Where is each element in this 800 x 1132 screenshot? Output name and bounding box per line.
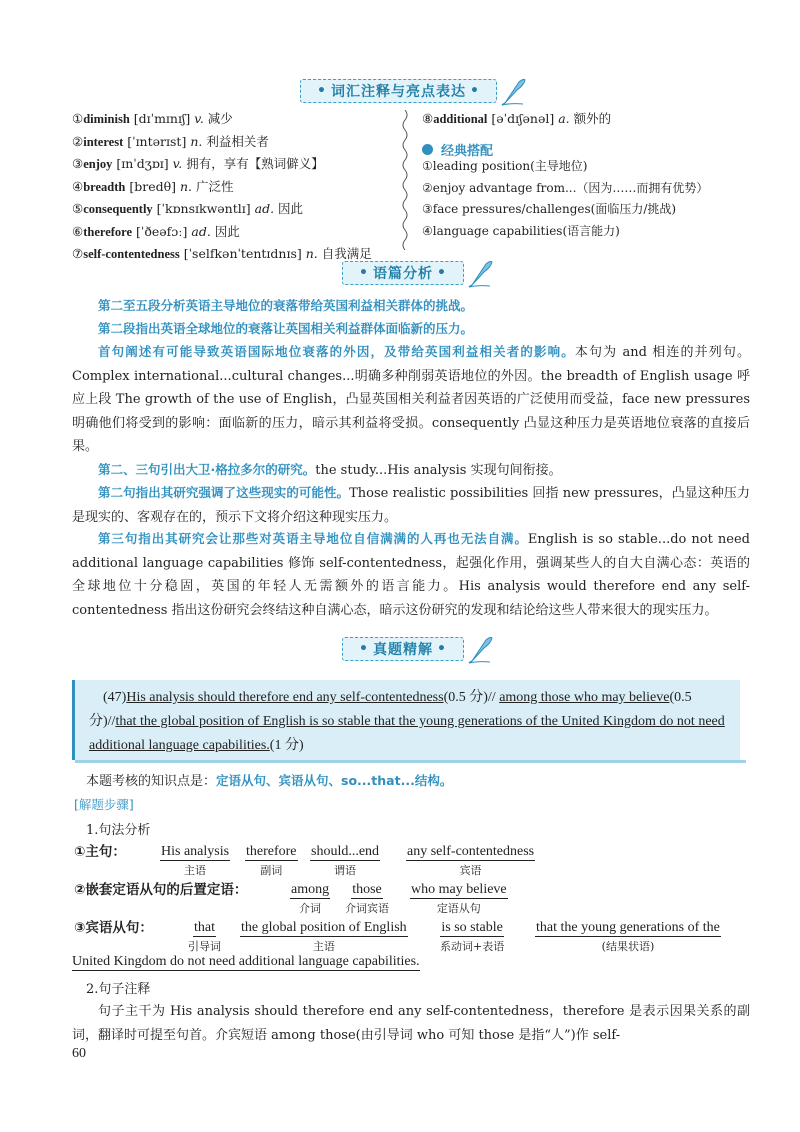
- vocab-item-interest: ②interest [ˈɪntərɪst] n. 利益相关者: [72, 133, 269, 149]
- collocation-item: ③face pressures/challenges(面临压力/挑战): [422, 202, 677, 216]
- analysis-para-5: 第二句指出其研究强调了这些现实的可能性。Those realistic possibilities 回指 new pressures，凸显这种压力是现实的、客观存在的，预示下文将介绍这种现实压力。: [72, 485, 750, 525]
- collocation-item: ②enjoy advantage from...（因为……而拥有优势）: [422, 180, 709, 195]
- knowledge-line: 本题考核的知识点是：定语从句、宾语从句、so...that...结构。: [86, 773, 453, 789]
- answer-segment-2: among those who may believe: [499, 690, 670, 705]
- vocab-item-self-contentedness: ⑦self-contentedness [ˈselfkənˈtentɪdnɪs] n. 自我满足: [72, 246, 372, 261]
- bullet-icon: [422, 144, 433, 155]
- solution-banner-title: 真题精解: [372, 642, 433, 658]
- vocab-item-additional: ⑧additional [əˈdɪʃənəl] a. 额外的: [422, 111, 612, 126]
- grammar-item: the global position of English 主语: [241, 920, 407, 953]
- answer-segment-3: that the global position of English is so stable that the young generations of the United Kingdom do not need additional language capabilities.: [89, 714, 725, 753]
- grammar-item: is so stable 系动词+表语: [440, 920, 505, 953]
- grammar-item: among 介词: [291, 882, 330, 915]
- object-clause-label: ③宾语从句：: [74, 920, 153, 936]
- analysis-para-1: 第二至五段分析英语主导地位的衰落带给英国利益相关群体的挑战。: [98, 298, 474, 313]
- note-paragraph: 句子主干为 His analysis should therefore end any self-contentedness，therefore 是表示因果关系的副词，翻译时可提至句首。介宾短语 among those(由引导词 who 可知 those 是指“人”)作 self-: [72, 1004, 750, 1043]
- analysis-para-6: 第三句指出其研究会让那些对英语主导地位自信满满的人再也无法自满。English is so stable...do not need additional language capabilities 修饰 self-contentedness，起强化作用，强调某些人的自大自满心态：英语的全球地位十分稳固，英国的年轻人无需额外的语言能力。His analysis would therefore end any self-contentedness 指出这份研究会终结这种自满心态，暗示这份研究的发现和结论给这些人带来很大的现实压力。: [72, 531, 750, 618]
- grammar-item: therefore 副词: [246, 844, 297, 877]
- answer-box: (47)His analysis should therefore end any self-contentedness(0.5 分)// among those who may believe(0.5 分)//that the global position of English is so stable that the young generations of the United Kingdom do not need additional language capabilities.(1 分): [72, 680, 740, 760]
- quill-icon: [466, 634, 494, 664]
- analysis-banner-title: 语篇分析: [372, 266, 433, 282]
- section-note-title: 2.句子注释: [86, 982, 151, 997]
- quill-icon: [466, 258, 494, 288]
- grammar-item: should...end 谓语: [311, 844, 380, 877]
- analysis-para-3: 首句阐述有可能导致英语国际地位衰落的外因，及带给英国利益相关者的影响。本句为 and 相连的并列句。Complex international...cultural changes...明确多种削弱英语地位的外因。the breadth of English usage 呼应上段 The growth of the use of English，凸显英国相关利益者因英语的广泛使用而受益，face new pressures 明确他们将受到的影响：面临新的压力，暗示其利益将受损。consequently 凸显这种压力是英语地位衰落的直接后果。: [72, 344, 750, 454]
- steps-title: [解题步骤]: [74, 797, 134, 812]
- collocation-title: 经典搭配: [422, 140, 493, 159]
- grammar-item: who may believe 定语从句: [411, 882, 507, 915]
- analysis-para-4: 第二、三句引出大卫·格拉多尔的研究。the study...His analysis 实现句间衔接。: [98, 462, 562, 478]
- object-clause-continued: United Kingdom do not need additional language capabilities.: [72, 954, 420, 969]
- quill-icon: [499, 76, 527, 106]
- analysis-para-2: 第二段指出英语全球地位的衰落让英国相关利益群体面临新的压力。: [98, 321, 474, 336]
- vocab-item-breadth: ④breadth [bredθ] n. 广泛性: [72, 178, 234, 194]
- collocation-item: ①leading position(主导地位): [422, 159, 588, 173]
- solution-banner: • 真题精解 •: [342, 636, 494, 662]
- attributive-label: ②嵌套定语从句的后置定语：: [74, 882, 248, 898]
- vocab-banner: • 词汇注释与亮点表达 •: [300, 78, 527, 104]
- collocation-item: ④language capabilities(语言能力): [422, 223, 620, 238]
- analysis-banner: • 语篇分析 •: [342, 260, 494, 286]
- collocation-list: [422, 156, 762, 242]
- vocab-item-therefore: ⑥therefore [ˈðeəfɔː] ad. 因此: [72, 223, 240, 239]
- grammar-item: His analysis 主语: [161, 844, 230, 877]
- vocab-banner-title: 词汇注释与亮点表达: [330, 84, 466, 100]
- vocab-list: [72, 108, 397, 266]
- grammar-item: those 介词宾语: [345, 882, 389, 915]
- section-syntax-title: 1.句法分析: [86, 823, 151, 838]
- column-divider: [400, 110, 410, 250]
- answer-segment-1: His analysis should therefore end any self-contentedness: [126, 690, 444, 705]
- grammar-item: that 引导词: [188, 920, 221, 953]
- vocab-item-consequently: ⑤consequently [ˈkɒnsɪkwəntlɪ] ad. 因此: [72, 201, 304, 216]
- page-number: 60: [72, 1046, 86, 1061]
- vocab-item-enjoy: ③enjoy [ɪnˈdʒɒɪ] v. 拥有，享有【熟词僻义】: [72, 156, 324, 171]
- vocab-item-diminish: ①diminish [dɪˈmɪnɪʃ] v. 减少: [72, 111, 233, 126]
- main-clause-label: ①主句：: [74, 844, 126, 860]
- grammar-item: any self-contentedness 宾语: [407, 844, 535, 877]
- grammar-item: that the young generations of the (结果状语): [536, 920, 720, 953]
